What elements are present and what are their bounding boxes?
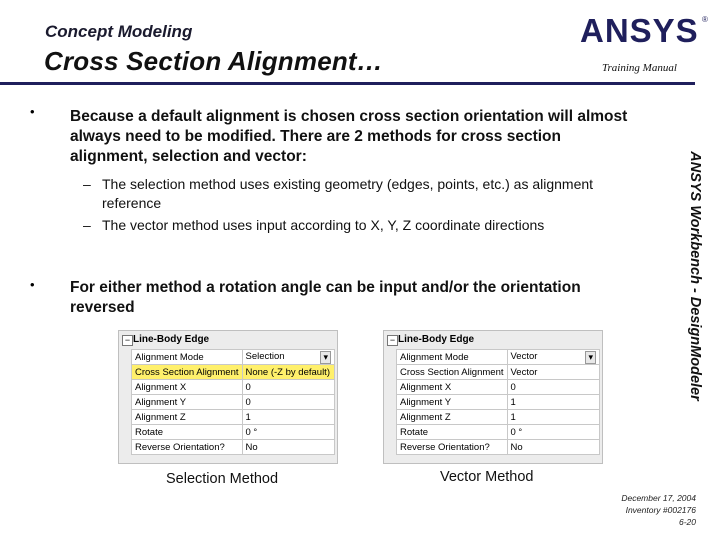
ansys-logo [580, 12, 710, 46]
property-label: Rotate [132, 425, 243, 440]
property-value-text: 0 ° [245, 426, 258, 438]
selection-details-panel [118, 330, 338, 464]
vector-details-panel [383, 330, 603, 464]
property-value-text: Selection [245, 350, 285, 362]
property-value-text: No [245, 441, 258, 453]
property-label: Alignment Z [132, 410, 243, 425]
property-value-text: Vector [510, 350, 538, 362]
dropdown-arrow-icon[interactable]: ▾ [320, 351, 331, 364]
property-value-text: 1 [510, 411, 516, 423]
property-value-text: 0 [510, 381, 516, 393]
property-value[interactable] [242, 350, 335, 365]
side-banner-text: ANSYS Workbench - DesignModeler [687, 151, 703, 401]
property-label: Reverse Orientation? [132, 440, 243, 455]
section-subtitle: Concept Modeling [45, 22, 193, 41]
property-label: Alignment Mode [397, 350, 508, 365]
property-label: Alignment X [132, 380, 243, 395]
property-value[interactable] [507, 380, 600, 395]
property-value-text: 0 ° [510, 426, 523, 438]
property-value[interactable] [242, 395, 335, 410]
property-value-text: 1 [510, 396, 516, 408]
sub-bullet-text-2: The vector method uses input according to X, Y, Z coordinate directions [102, 217, 545, 233]
property-value[interactable] [242, 380, 335, 395]
property-value-text: Vector [510, 366, 538, 378]
footer-info [600, 492, 696, 528]
property-value[interactable] [242, 410, 335, 425]
property-label: Alignment Y [132, 395, 243, 410]
logo-text: ANSYS [580, 12, 699, 46]
property-row[interactable] [397, 410, 600, 425]
property-value-text: None (-Z by default) [245, 366, 330, 378]
footer-inventory: Inventory #002176 [625, 505, 696, 515]
property-value[interactable] [242, 425, 335, 440]
bullet-icon: • [30, 104, 35, 119]
property-row[interactable] [397, 380, 600, 395]
property-label: Alignment Z [397, 410, 508, 425]
property-value[interactable] [507, 425, 600, 440]
property-value-text: 1 [245, 411, 251, 423]
property-row[interactable] [397, 365, 600, 380]
page-title: Cross Section Alignment… [44, 46, 383, 76]
property-value[interactable] [507, 440, 600, 455]
training-manual-label: Training Manual [602, 62, 677, 74]
dash-icon: – [83, 217, 91, 233]
property-label: Alignment Mode [132, 350, 243, 365]
property-value[interactable] [507, 350, 600, 365]
vector-method-caption: Vector Method [440, 469, 534, 485]
property-value-text: No [510, 441, 523, 453]
properties-table [131, 349, 335, 455]
footer-page-number: 6-20 [678, 517, 696, 527]
property-row[interactable] [132, 350, 335, 365]
side-banner [680, 98, 710, 454]
property-row[interactable] [397, 425, 600, 440]
property-row[interactable] [397, 440, 600, 455]
property-value-text: 0 [245, 396, 251, 408]
header-rule [0, 82, 695, 85]
property-row[interactable] [132, 425, 335, 440]
bullet-text-1: Because a default alignment is chosen cross section orientation will almost always need to be modified. There are 2 methods for cross section alignment, selection and vector: [70, 108, 628, 165]
property-value[interactable] [507, 365, 600, 380]
property-label: Reverse Orientation? [397, 440, 508, 455]
property-row[interactable] [132, 365, 335, 380]
property-row[interactable] [132, 380, 335, 395]
selection-method-caption: Selection Method [166, 471, 279, 487]
property-value-text: 0 [245, 381, 251, 393]
footer-date: December 17, 2004 [621, 493, 696, 503]
property-value[interactable] [507, 410, 600, 425]
property-row[interactable] [397, 395, 600, 410]
property-value[interactable] [507, 395, 600, 410]
dropdown-arrow-icon[interactable]: ▾ [585, 351, 596, 364]
property-label: Alignment Y [397, 395, 508, 410]
group-header: Line-Body Edge [398, 334, 475, 345]
collapse-icon[interactable]: − [122, 335, 133, 346]
property-value[interactable] [242, 440, 335, 455]
logo-registered-mark: ® [702, 15, 708, 24]
property-row[interactable] [132, 410, 335, 425]
property-label: Cross Section Alignment [132, 365, 243, 380]
property-row[interactable] [132, 395, 335, 410]
collapse-icon[interactable]: − [387, 335, 398, 346]
bullet-text-2: For either method a rotation angle can be input and/or the orientation reversed [70, 279, 581, 316]
property-row[interactable] [397, 350, 600, 365]
property-row[interactable] [132, 440, 335, 455]
bullet-icon: • [30, 277, 35, 292]
sub-bullet-text-1: The selection method uses existing geometry (edges, points, etc.) as alignment reference [102, 176, 594, 211]
property-label: Cross Section Alignment [397, 365, 508, 380]
group-header: Line-Body Edge [133, 334, 210, 345]
property-label: Alignment X [397, 380, 508, 395]
properties-table [396, 349, 600, 455]
property-value[interactable] [242, 365, 335, 380]
property-label: Rotate [397, 425, 508, 440]
dash-icon: – [83, 176, 91, 192]
